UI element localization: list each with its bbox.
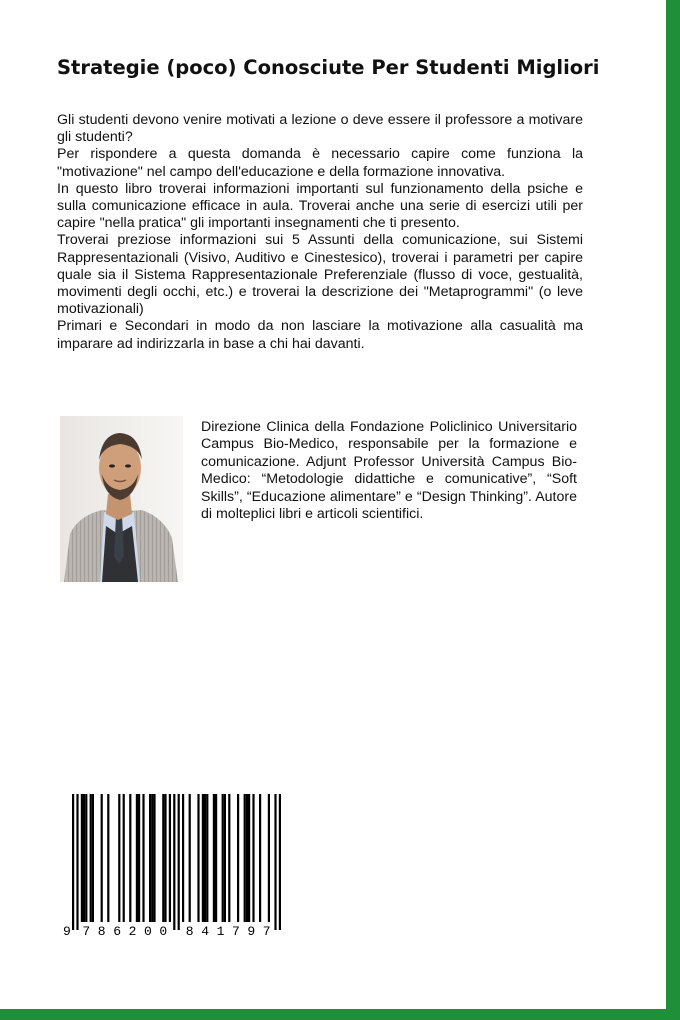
barcode-bar [90,794,92,922]
barcode-bar [162,794,164,922]
barcode-bar [244,794,246,922]
barcode-bar [164,794,166,922]
barcode-bar [224,794,226,922]
barcode-bar [197,794,199,922]
barcode-bar [228,794,230,922]
barcode-bar [83,794,85,922]
barcode-bar [85,794,87,922]
barcode-bar [101,794,103,922]
barcode-bar [274,794,276,930]
barcode-bar [189,794,191,922]
barcode-bar [268,794,270,922]
barcode-bar [213,794,215,922]
barcode-digit: 1 [216,924,225,939]
isbn-barcode [60,790,296,940]
barcode-bar [204,794,206,922]
barcode-bar [206,794,208,922]
book-title: Strategie (poco) Conosciute Per Studenti Migliori [57,56,600,79]
barcode-bar [81,794,83,922]
green-side-border [666,0,680,1020]
barcode-digit: 7 [262,924,271,939]
barcode-bar [76,794,78,930]
description-paragraph: Per rispondere a questa domanda è necessario capire come funziona la "motivazione" nel campo dell'educazione e della formazione innovativa. [57,146,583,180]
author-bio: Direzione Clinica della Fondazione Policlinico Universitario Campus Bio-Medico, responsabile per la formazione e comunicazione. Adjunt Professor Università Campus Bio-Medico: “Metodologie didattiche e comunicative”, “Soft Skills”, “Educazione alimentare” e “Design Thinking”. Autore di molteplici libri e articoli scientifici. [201,419,577,523]
barcode-bar [222,794,224,922]
barcode-digits [63,924,271,939]
author-photo [60,416,183,582]
barcode-bar [123,794,125,922]
barcode-bar [182,794,184,922]
barcode-bar [178,794,180,930]
barcode-bar [118,794,120,922]
barcode-digit: 9 [247,924,256,939]
barcode-digit: 0 [159,924,168,939]
barcode-digit: 4 [201,924,210,939]
barcode-bar [252,794,254,922]
barcode-digit: 7 [82,924,91,939]
description-paragraph: Primari e Secondari in modo da non lasciare la motivazione alla casualità ma imparare ad indirizzarla in base a chi hai davanti. [57,318,583,352]
barcode-bar [215,794,217,922]
barcode-bar [142,794,144,922]
author-portrait-illustration [60,416,183,582]
barcode-bar [107,794,109,922]
barcode-bar [202,794,204,922]
barcode-bar [72,794,74,930]
barcode-bar [279,794,281,930]
barcode-digit: 7 [231,924,240,939]
barcode-bar [248,794,250,922]
barcode-bar [169,794,171,922]
barcode-bar [92,794,94,922]
barcode-bar [237,794,239,922]
barcode-digit: 2 [128,924,137,939]
green-bottom-border [0,1009,680,1020]
description-paragraph: Gli studenti devono venire motivati a lezione o deve essere il professore a motivare gli studenti? [57,112,583,146]
description-paragraph: Troverai preziose informazioni sui 5 Assunti della comunicazione, sui Sistemi Rappresentazionali (Visivo, Auditivo e Cinestesico), troverai i parametri per capire quale sia il Sistema Rappresentazionale Preferenziale (flusso di voce, gestualità, movimenti degli occhi, etc.) e troverai la descrizione dei "Metaprogrammi" (o leve motivazionali) [57,232,583,318]
barcode-digit: 9 [63,924,71,939]
description-paragraph: In questo libro troverai informazioni importanti sul funzionamento della psiche e sulla comunicazione efficace in aula. Troverai anche una serie di esercizi utili per capire "nella pratica" gli importanti insegnamenti che ti presento. [57,180,583,232]
barcode-bar [259,794,261,922]
barcode-bar [151,794,153,922]
barcode-bar [246,794,248,922]
barcode-digit: 8 [97,924,106,939]
book-description [57,112,583,353]
barcode-bar [138,794,140,922]
barcode-digit: 0 [143,924,152,939]
barcode-bar [153,794,155,922]
barcode-bar [129,794,131,922]
barcode-bar [136,794,138,922]
barcode-bar [149,794,151,922]
barcode-bar [173,794,175,930]
barcode-digit: 8 [185,924,194,939]
barcode-digit: 6 [113,924,122,939]
barcode-bars [72,794,281,930]
